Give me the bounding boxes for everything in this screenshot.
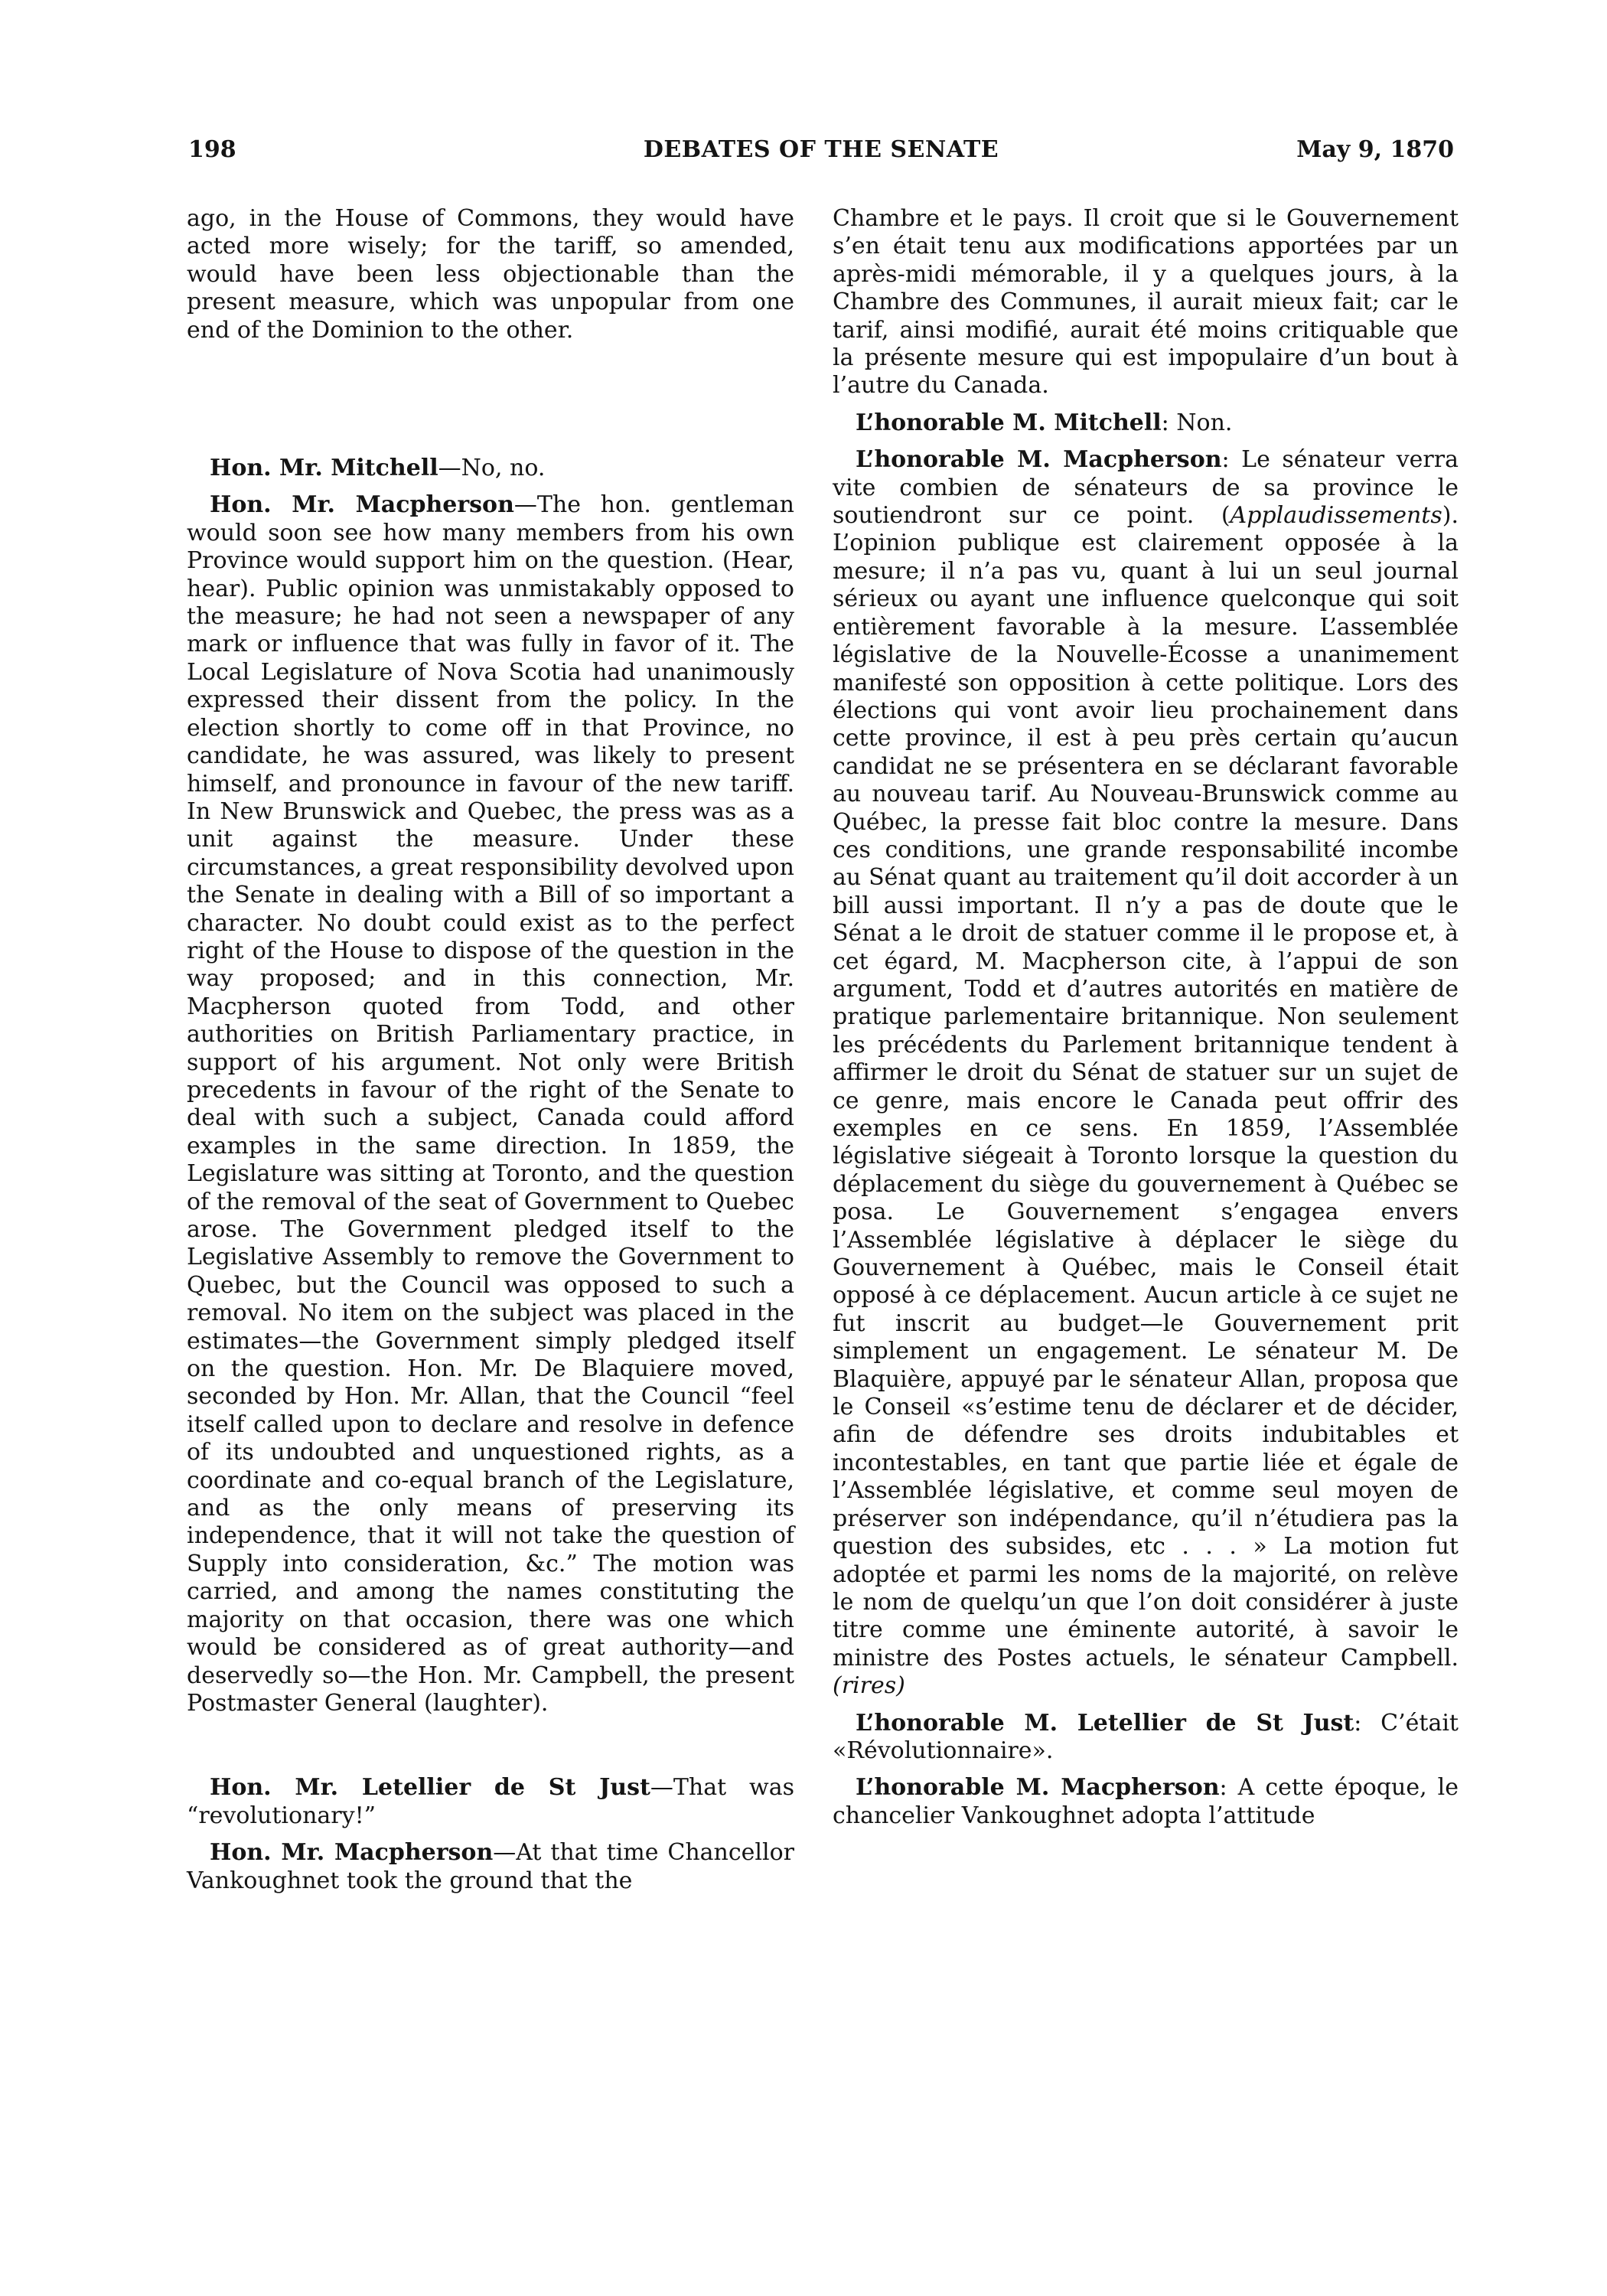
speaker-name: Hon. Mr. Macpherson (210, 1839, 494, 1867)
paragraph (833, 1774, 1459, 1830)
paragraph-text: : A cette époque, le chancelier Vankoughnet adopta l’attitude (833, 1774, 1459, 1829)
page-date: May 9, 1870 (1296, 136, 1454, 163)
paragraph (833, 1710, 1459, 1766)
paragraph (833, 446, 1459, 1700)
paragraph (187, 491, 794, 1717)
speaker-name: Hon. Mr. Letellier de St Just (210, 1774, 650, 1802)
speaker-name: L’honorable M. Macpherson (856, 446, 1222, 474)
french-column (833, 205, 1459, 1830)
paragraph-text: —At that time Chancellor Vankoughnet took the ground that the (187, 1839, 794, 1894)
page-number: 198 (188, 136, 236, 163)
paragraph (187, 1774, 794, 1830)
italic-text: (rires) (833, 1672, 905, 1700)
paragraph-text: : C’était «Révolutionnaire». (833, 1709, 1459, 1764)
paragraph-text: —No, no. (438, 455, 546, 482)
paragraph-text: : Le sénateur verra vite combien de sénateurs de sa province le soutiendront sur ce point. ( (833, 446, 1459, 530)
speaker-name: L’honorable M. Macpherson (856, 1774, 1220, 1802)
speaker-name: Hon. Mr. Mitchell (210, 455, 438, 482)
paragraph-text: —The hon. gentleman would soon see how many members from his own Province would support him on the question. (Hear, hear). Public opinion was unmistakably opposed to the measure; he had not seen a newspaper of any mark or influence that was fully in favor of it. The Local Legislature of Nova Scotia had unanimously expressed their dissent from the policy. In the election shortly to come off in that Province, no candidate, he was assured, was likely to present himself, and pronounce in favour of the new tariff. In New Brunswick and Quebec, the press was as a unit against the measure. Under these circumstances, a great responsibility devolved upon the Senate in dealing with a Bill of so important a character. No doubt could exist as to the perfect right of the House to dispose of the question in the way proposed; and in this connection, Mr. Macpherson quoted from Todd, and other authorities on British Parliamentary practice, in support of his argument. Not only were British precedents in favour of the right of the Senate to deal with such a subject, Canada could afford examples in the same direction. In 1859, the Legislature was sitting at Toronto, and the question of the removal of the seat of Government to Quebec arose. The Government pledged itself to the Legislative Assembly to remove the Government to Quebec, but the Council was opposed to such a removal. No item on the subject was placed in the estimates—the Government simply pledged itself on the question. Hon. Mr. De Blaquiere moved, seconded by Hon. Mr. Allan, that the Council “feel itself called upon to declare and resolve in defence of its undoubted and unquestioned rights, as a coordinate and co-equal branch of the Legislature, and as the only means of preserving its independence, that it will not take the question of Supply into consideration, &c.” The motion was carried, and among the names constituting the majority on that occasion, there was one which would be considered as of great authority—and deservedly so—the Hon. Mr. Campbell, the present Postmaster General (laughter). (187, 491, 794, 1717)
paragraph-text: Chambre et le pays. Il croit que si le Gouvernement s’en était tenu aux modifications apportées par un après-midi mémorable, il y a quelques jours, à la Chambre des Communes, il aurait mieux fait; car le tarif, ainsi modifié, aurait été moins critiquable que la présente mesure qui est impopulaire d’un bout à l’autre du Canada. (833, 205, 1459, 400)
page-header (188, 136, 1454, 174)
paragraph (833, 409, 1459, 437)
paragraph (187, 205, 794, 344)
page-title: DEBATES OF THE SENATE (643, 136, 999, 163)
paragraph-text: —That was “revolutionary!” (187, 1774, 794, 1829)
paragraph-text: ). L’opinion publique est clairement opposée à la mesure; il n’a pas vu, quant à lui un seul journal sérieux ou ayant une influence quelconque qui soit entièrement favorable à la mesure. L’assemblée législative de la Nouvelle-Écosse a unanimement manifesté son opposition à cette politique. Lors des élections qui vont avoir lieu prochainement dans cette province, il est à peu près certain qu’aucun candidat ne se présentera en se déclarant favorable au nouveau tarif. Au Nouveau-Brunswick comme au Québec, la presse fait bloc contre la mesure. Dans ces conditions, une grande responsabilité incombe au Sénat quant au traitement qu’il doit accorder à un bill aussi important. Il n’y a pas de doute que le Sénat a le droit de statuer comme il le propose et, à cet égard, M. Macpherson cite, à l’appui de son argument, Todd et d’autres autorités en matière de pratique parlementaire britannique. Non seulement les précédents du Parlement britannique tendent à affirmer le droit du Sénat de statuer sur un sujet de ce genre, mais encore le Canada peut offrir des exemples en ce sens. En 1859, l’Assemblée législative siégeait à Toronto lorsque la question du déplacement du siège du gouvernement à Québec se posa. Le Gouvernement s’engagea envers l’Assemblée législative à déplacer le siège du Gouvernement à Québec, mais le Conseil était opposé à ce déplacement. Aucun article à ce sujet ne fut inscrit au budget—le Gouvernement prit simplement un engagement. Le sénateur M. De Blaquière, appuyé par le sénateur Allan, proposa que le Conseil «s’estime tenu de déclarer et de décider, afin de défendre ses droits indubitables et incontestables, en tant que partie liée et égale de l’Assemblée législative, et comme seul moyen de préserver son indépendance, qu’il n’étudiera pas la question des subsides, etc . . . » La motion fut adoptée et parmi les noms de la majorité, on relève le nom de quelqu’un que l’on doit considérer à juste titre comme une éminente autorité, à savoir le ministre des Postes actuels, le sénateur Campbell. (833, 502, 1459, 1671)
paragraph-text: : Non. (1161, 409, 1233, 436)
speaker-name: L’honorable M. Mitchell (856, 409, 1162, 436)
paragraph (187, 455, 794, 482)
speaker-name: Hon. Mr. Macpherson (210, 491, 514, 519)
italic-text: Applaudissements (1230, 502, 1442, 530)
paragraph (833, 205, 1459, 400)
paragraph-text: ago, in the House of Commons, they would have acted more wisely; for the tariff, so amended, would have been less objectionable than the present measure, which was unpopular from one end of the Dominion to the other. (187, 205, 794, 344)
english-column (187, 205, 794, 1895)
paragraph (187, 1839, 794, 1895)
speaker-name: L’honorable M. Letellier de St Just (856, 1709, 1354, 1737)
